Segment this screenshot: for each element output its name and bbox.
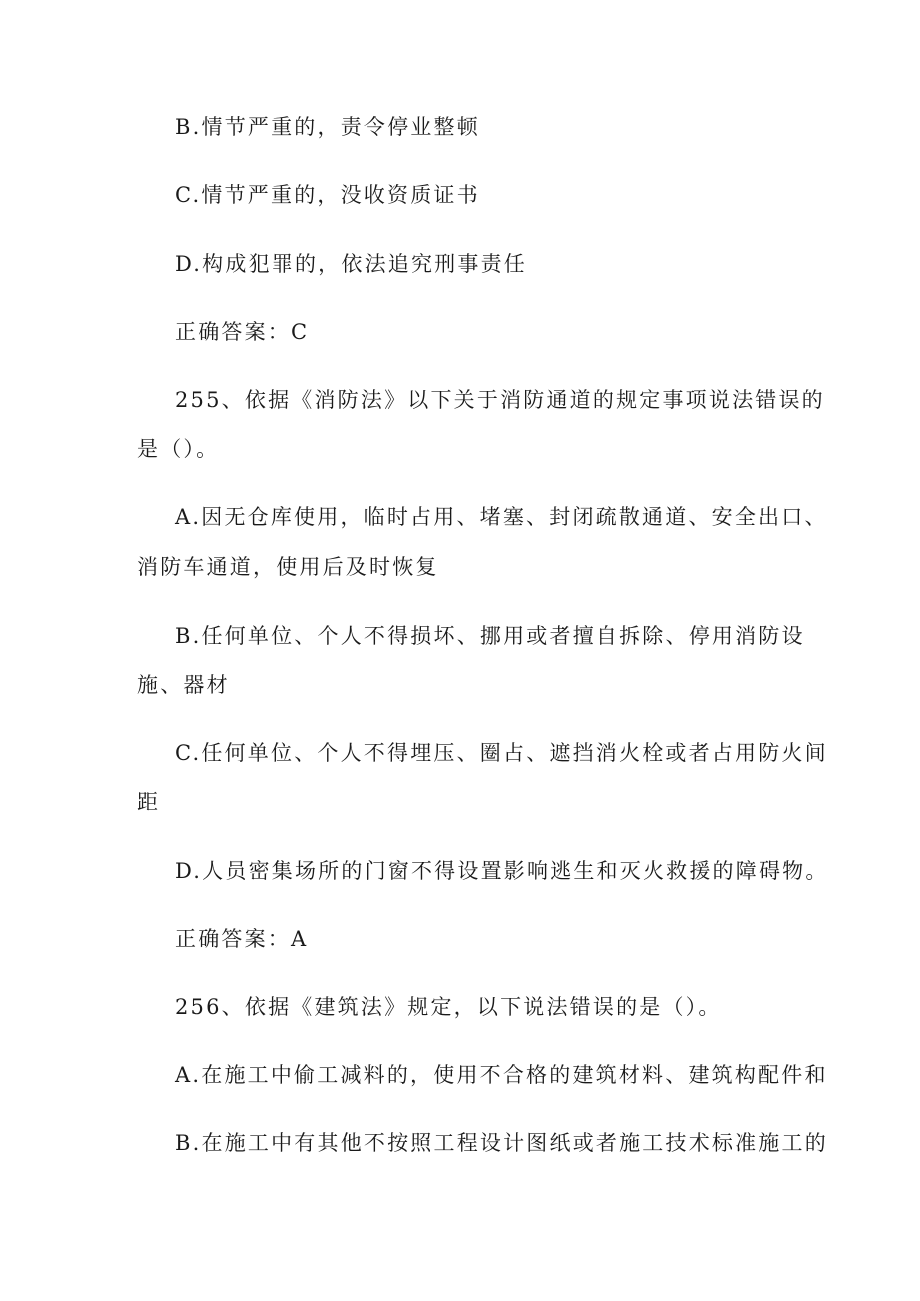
q254-option-d: D.构成犯罪的，依法追究刑事责任 [175, 252, 527, 276]
q255-option-d: D.人员密集场所的门窗不得设置影响逃生和灭火救援的障碍物。 [175, 859, 829, 883]
q255-option-b-line1: B.任何单位、个人不得损坏、挪用或者擅自拆除、停用消防设 [175, 624, 805, 648]
q256-stem: 256、依据《建筑法》规定，以下说法错误的是（）。 [175, 995, 722, 1019]
q255-option-a-line2: 消防车通道，使用后及时恢复 [137, 555, 439, 579]
q255-option-b-line2: 施、器材 [137, 673, 230, 697]
q255-answer: 正确答案：A [175, 927, 309, 951]
q255-stem-line1: 255、依据《消防法》以下关于消防通道的规定事项说法错误的 [175, 388, 825, 412]
q254-answer: 正确答案：C [175, 320, 310, 344]
q255-option-a-line1: A.因无仓库使用，临时占用、堵塞、封闭疏散通道、安全出口、 [175, 505, 828, 529]
q256-option-a: A.在施工中偷工减料的，使用不合格的建筑材料、建筑构配件和 [175, 1063, 828, 1087]
q255-stem-line2: 是（）。 [137, 437, 220, 461]
q256-option-b: B.在施工中有其他不按照工程设计图纸或者施工技术标准施工的 [175, 1131, 828, 1155]
q255-option-c-line2: 距 [137, 790, 161, 814]
q255-option-c-line1: C.任何单位、个人不得埋压、圈占、遮挡消火栓或者占用防火间 [175, 741, 828, 765]
q254-option-c: C.情节严重的，没收资质证书 [175, 183, 480, 207]
q254-option-b: B.情节严重的，责令停业整顿 [175, 115, 480, 139]
